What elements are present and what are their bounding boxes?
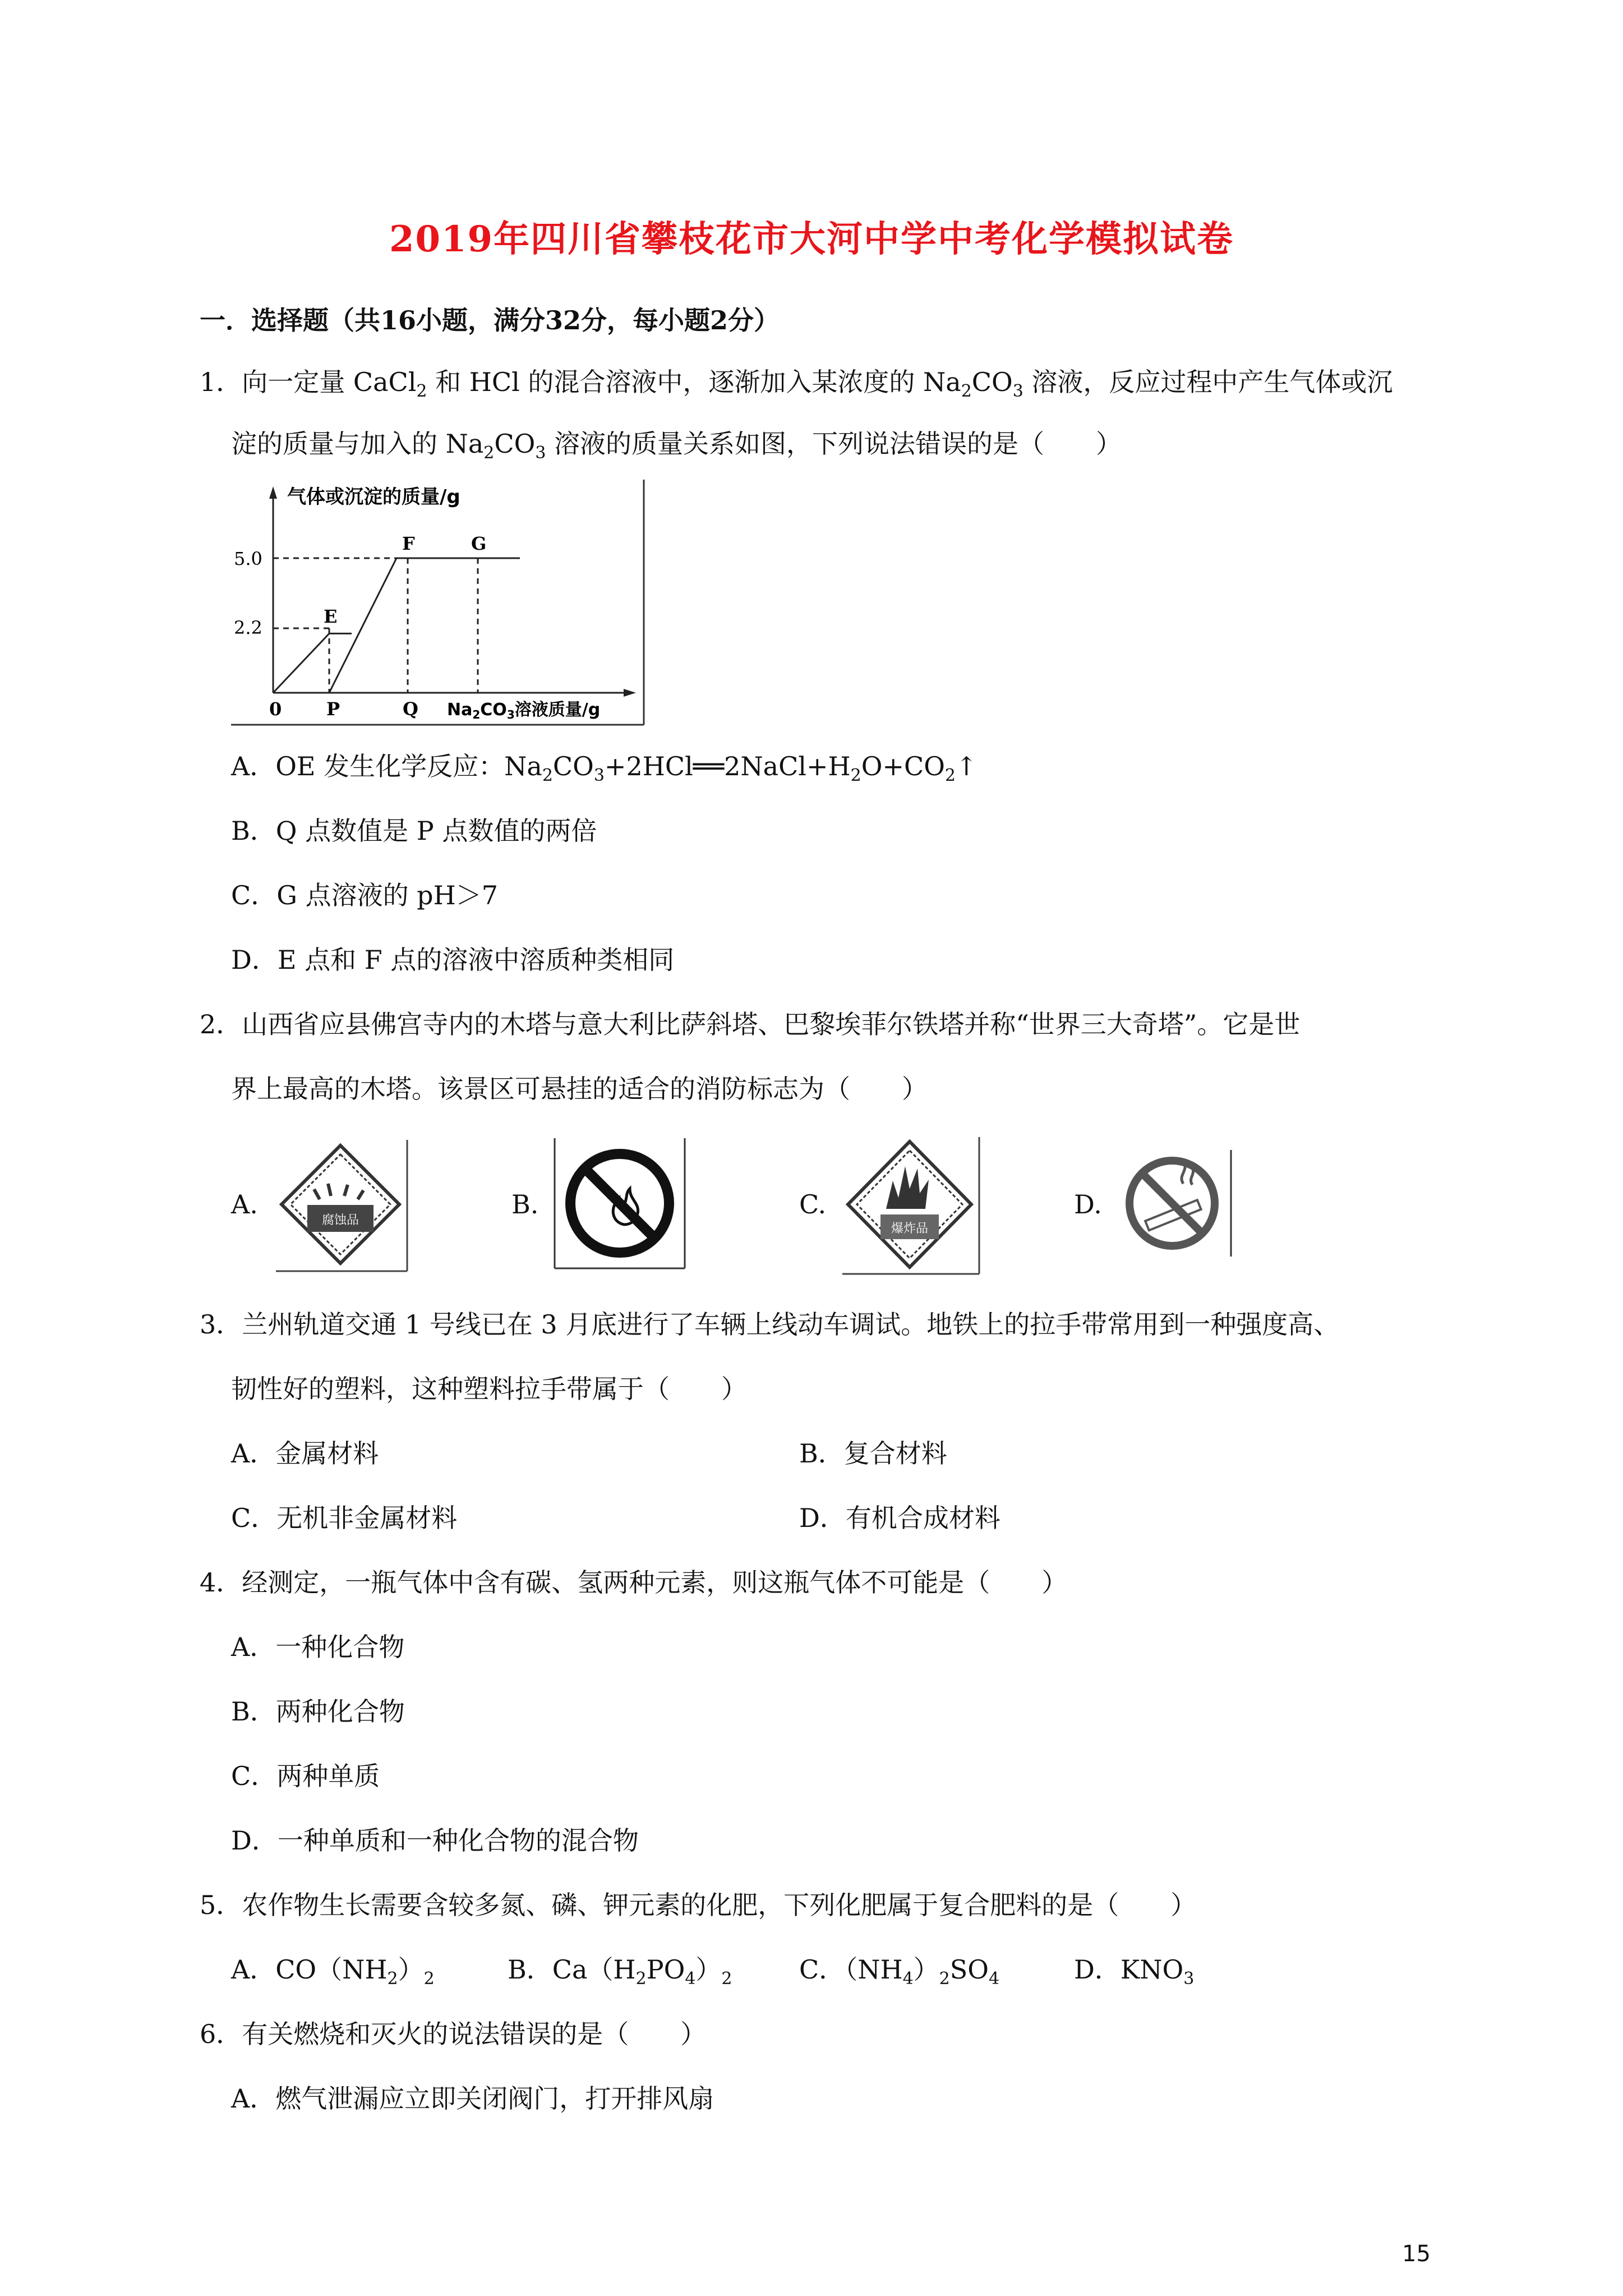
q4-option-d: D．一种单质和一种化合物的混合物: [231, 1825, 639, 1856]
q1-chart-svg: [231, 480, 646, 726]
chart-ytick-2-2: 2.2: [234, 617, 262, 638]
q3-option-d: D．有机合成材料: [799, 1503, 1000, 1533]
q5-option-c: C．$(NH_4)_2SO_4$: [799, 1954, 1000, 1989]
chart-xtick-p: P: [326, 698, 340, 720]
chart-series-line-2: [329, 558, 520, 693]
q2-option-c-label: C.: [799, 1189, 827, 1220]
q5-option-b: B．$Ca(H_2PO_4)_2$: [508, 1954, 732, 1989]
chart-point-g: G: [471, 533, 487, 554]
q1-option-d: D．E 点和 F 点的溶液中溶质种类相同: [231, 945, 675, 975]
q1-option-b: B．Q 点数值是 P 点数值的两倍: [231, 816, 597, 846]
q4-stem: 4．经测定，一瓶气体中含有碳、氢两种元素，则这瓶气体不可能是（ ）: [200, 1567, 1068, 1598]
chart-series-group: [273, 558, 520, 693]
svg-text:腐蚀品: 腐蚀品: [321, 1213, 359, 1227]
q6-stem: 6．有关燃烧和灭火的说法错误的是（ ）: [200, 2019, 707, 2049]
chart-ytick-5: 5.0: [234, 548, 262, 569]
q1-stem-line1: 1．向一定量 CaCl$_2$ 和 HCl 的混合溶液中，逐渐加入某浓度的 $Na_2CO_3$ 溶液，反应过程中产生气体或沉: [200, 367, 1393, 401]
q5-stem: 5．农作物生长需要含较多氮、磷、钾元素的化肥，下列化肥属于复合肥料的是（ ）: [200, 1890, 1197, 1920]
chart-y-arrow: [269, 486, 277, 499]
no-smoking-sign-icon: [1116, 1144, 1234, 1262]
explosive-sign-icon: [841, 1136, 981, 1276]
page-title: 2019年四川省攀枝花市大河中学中考化学模拟试卷: [389, 218, 1234, 260]
chart-ylabel: 气体或沉淀的质量/g: [287, 486, 460, 508]
no-open-flame-sign-icon: [552, 1136, 687, 1271]
chart-point-e: E: [324, 606, 338, 627]
q1-chart: [231, 480, 646, 726]
q2-stem-line1: 2．山西省应县佛宫寺内的木塔与意大利比萨斜塔、巴黎埃菲尔铁塔并称“世界三大奇塔”。它是世: [200, 1009, 1301, 1039]
q4-option-a: A．一种化合物: [231, 1632, 405, 1662]
q2-option-a-label: A.: [231, 1189, 258, 1220]
q3-option-b: B．复合材料: [799, 1438, 947, 1469]
q2-stem-line2: 界上最高的木塔。该景区可悬挂的适合的消防标志为（ ）: [231, 1074, 928, 1104]
corrosive-sign-icon: [275, 1139, 409, 1273]
chart-xlabel: $Na_2CO_3$溶液质量/g: [447, 700, 601, 721]
q4-option-b: B．两种化合物: [231, 1696, 405, 1727]
q2-option-b-label: B.: [511, 1189, 539, 1220]
q1-option-c: C．G 点溶液的 pH＞7: [231, 880, 499, 910]
q5-option-a: A．$CO(NH_2)_2$: [231, 1954, 435, 1989]
q2-option-d-label: D.: [1074, 1189, 1102, 1220]
chart-origin-label: 0: [269, 698, 282, 720]
svg-text:爆炸品: 爆炸品: [891, 1222, 929, 1236]
q1-option-a: A．OE 发生化学反应：$Na_2CO_3+2HCl══2NaCl+H_2O+CO_2↑$: [231, 751, 978, 785]
chart-point-f: F: [402, 533, 415, 554]
section-heading: 一．选择题（共16小题，满分32分，每小题2分）: [200, 305, 780, 335]
q6-option-a: A．燃气泄漏应立即关闭阀门，打开排风扇: [231, 2083, 714, 2114]
q3-option-c: C．无机非金属材料: [231, 1503, 458, 1533]
q3-option-a: A．金属材料: [231, 1438, 379, 1469]
q3-stem-line2: 韧性好的塑料，这种塑料拉手带属于（ ）: [231, 1374, 747, 1404]
q5-option-d: D．$KNO_3$: [1074, 1954, 1195, 1989]
chart-xtick-q: Q: [403, 698, 418, 720]
chart-series-line-1: [273, 633, 352, 693]
q4-option-c: C．两种单质: [231, 1761, 380, 1791]
q1-stem-line2: 淀的质量与加入的 $Na_2CO_3$ 溶液的质量关系如图，下列说法错误的是（ ）: [231, 429, 1122, 463]
chart-x-arrow: [624, 689, 636, 697]
page-number: 15: [1402, 2241, 1431, 2267]
q3-stem-line1: 3．兰州轨道交通 1 号线已在 3 月底进行了车辆上线动车调试。地铁上的拉手带常用到一种强度高、: [200, 1309, 1340, 1340]
